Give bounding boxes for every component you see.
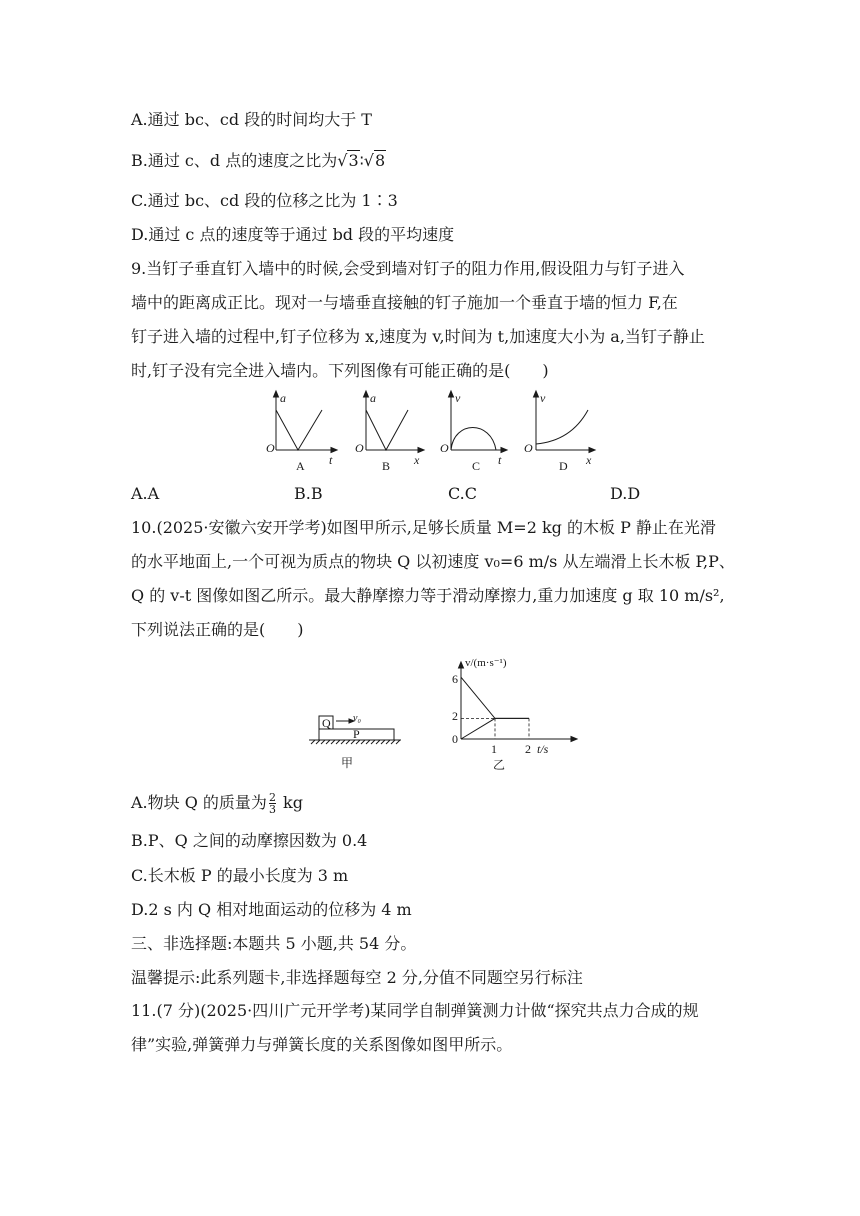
q9-option-d: D.D: [610, 484, 641, 503]
q9-option-a: A.A: [131, 484, 160, 503]
fig-yi-caption: 乙: [493, 758, 506, 772]
vt-x-tick-2: 2: [525, 742, 531, 756]
graph-d-ylabel: v: [540, 391, 546, 405]
q8-option-a: A.通过 bc、cd 段的时间均大于 T: [131, 110, 372, 129]
graph-a-xlabel: t: [329, 453, 333, 467]
q10-option-b: B.P、Q 之间的动摩擦因数为 0.4: [131, 831, 368, 850]
vt-y-tick-0: 0: [452, 732, 458, 746]
q9-stem-line-2: 墙中的距离成正比。现对一与墙垂直接触的钉子施加一个垂直于墙的恒力 F,在: [131, 293, 678, 312]
graph-a-origin: O: [266, 441, 275, 455]
q10-fig-jia: [305, 705, 405, 775]
graph-b-xlabel: x: [414, 453, 420, 467]
graph-c-xlabel: t: [498, 453, 502, 467]
q10-option-a: [131, 792, 303, 815]
vt-series-line-1: [461, 677, 529, 718]
q10-fig-yi-vt-chart: [446, 655, 596, 775]
v0-label: v₀: [353, 713, 361, 724]
section3-tip: 温馨提示:此系列题卡,非选择题每空 2 分,分值不同题空另行标注: [131, 968, 583, 987]
q9-stem-line-3: 钉子进入墙的过程中,钉子位移为 x,速度为 v,时间为 t,加速度大小为 a,当钉子静止: [131, 327, 705, 346]
q10-stem-line-2: 的水平地面上,一个可视为质点的物块 Q 以初速度 v₀=6 m/s 从左端滑上长木板 P,P、: [131, 552, 735, 571]
q10-stem-line-1: 10.(2025·安徽六安开学考)如图甲所示,足够长质量 M=2 kg 的木板 P 静止在光滑: [131, 518, 716, 537]
q10-option-a-unit: kg: [283, 793, 303, 812]
vt-x-axis-label: t/s: [537, 742, 549, 756]
graph-c-curve: [451, 428, 496, 451]
q9-stem-line-4: 时,钉子没有完全进入墙内。下列图像有可能正确的是( ): [131, 361, 549, 380]
graph-d-origin: O: [524, 441, 533, 455]
fraction-two-thirds: $\frac{2}{3}$: [268, 791, 276, 816]
q9-option-c: C.C: [448, 484, 477, 503]
x-axis-arrow: [571, 737, 577, 742]
graph-b-caption: B: [382, 459, 391, 473]
graph-b-origin: O: [355, 441, 364, 455]
q10-option-d: D.2 s 内 Q 相对地面运动的位移为 4 m: [131, 900, 412, 919]
graph-c-caption: C: [472, 459, 481, 473]
section3-heading: 三、非选择题:本题共 5 小题,共 54 分。: [131, 934, 417, 953]
graph-b-curve: [366, 410, 408, 450]
vt-y-tick-6: 6: [452, 672, 458, 686]
q10-option-a-prefix: A.物块 Q 的质量为: [131, 793, 267, 812]
q11-stem-line-1: 11.(7 分)(2025·四川广元开学考)某同学自制弹簧测力计做“探究共点力合成的规: [131, 1001, 699, 1020]
graph-a-curve: [276, 410, 322, 450]
q8-option-c: C.通过 bc、cd 段的位移之比为 1∶3: [131, 191, 398, 210]
q11-stem-line-2: 律”实验,弹簧弹力与弹簧长度的关系图像如图甲所示。: [131, 1035, 513, 1054]
graph-d-curve: [536, 410, 588, 444]
graph-d-xlabel: x: [586, 453, 592, 467]
vt-x-tick-1: 1: [491, 742, 497, 756]
block-q-label: Q: [322, 716, 331, 730]
fig-jia-caption: 甲: [341, 756, 354, 770]
vt-y-tick-2: 2: [452, 709, 458, 723]
vt-y-axis-label: v/(m·s⁻¹): [465, 657, 507, 669]
q8-option-b-prefix: B.通过 c、d 点的速度之比为: [131, 151, 338, 170]
graph-a-ylabel: a: [280, 391, 286, 405]
q8-option-b: [131, 150, 386, 172]
q10-stem-line-3: Q 的 v-t 图像如图乙所示。最大静摩擦力等于滑动摩擦力,重力加速度 g 取 10 m/s²,: [131, 586, 725, 605]
graph-d-caption: D: [559, 459, 568, 473]
q10-option-c: C.长木板 P 的最小长度为 3 m: [131, 866, 349, 885]
y-axis-arrow: [459, 662, 464, 668]
graph-c-origin: O: [440, 441, 449, 455]
q9-graphs-figure: [258, 388, 618, 474]
q8-option-d: D.通过 c 点的速度等于通过 bd 段的平均速度: [131, 225, 455, 244]
graph-c-ylabel: v: [455, 391, 461, 405]
board-p-label: P: [353, 727, 360, 741]
graph-b-ylabel: a: [370, 391, 376, 405]
q10-stem-line-4: 下列说法正确的是( ): [131, 620, 304, 639]
q9-option-b: B.B: [294, 484, 323, 503]
sqrt-3: √3: [337, 151, 359, 170]
ratio-colon: ∶: [359, 151, 364, 170]
q9-stem-line-1: 9.当钉子垂直钉入墙中的时候,会受到墙对钉子的阻力作用,假设阻力与钉子进入: [131, 259, 685, 278]
sqrt-8: √8: [363, 151, 386, 170]
graph-a-caption: A: [296, 459, 305, 473]
